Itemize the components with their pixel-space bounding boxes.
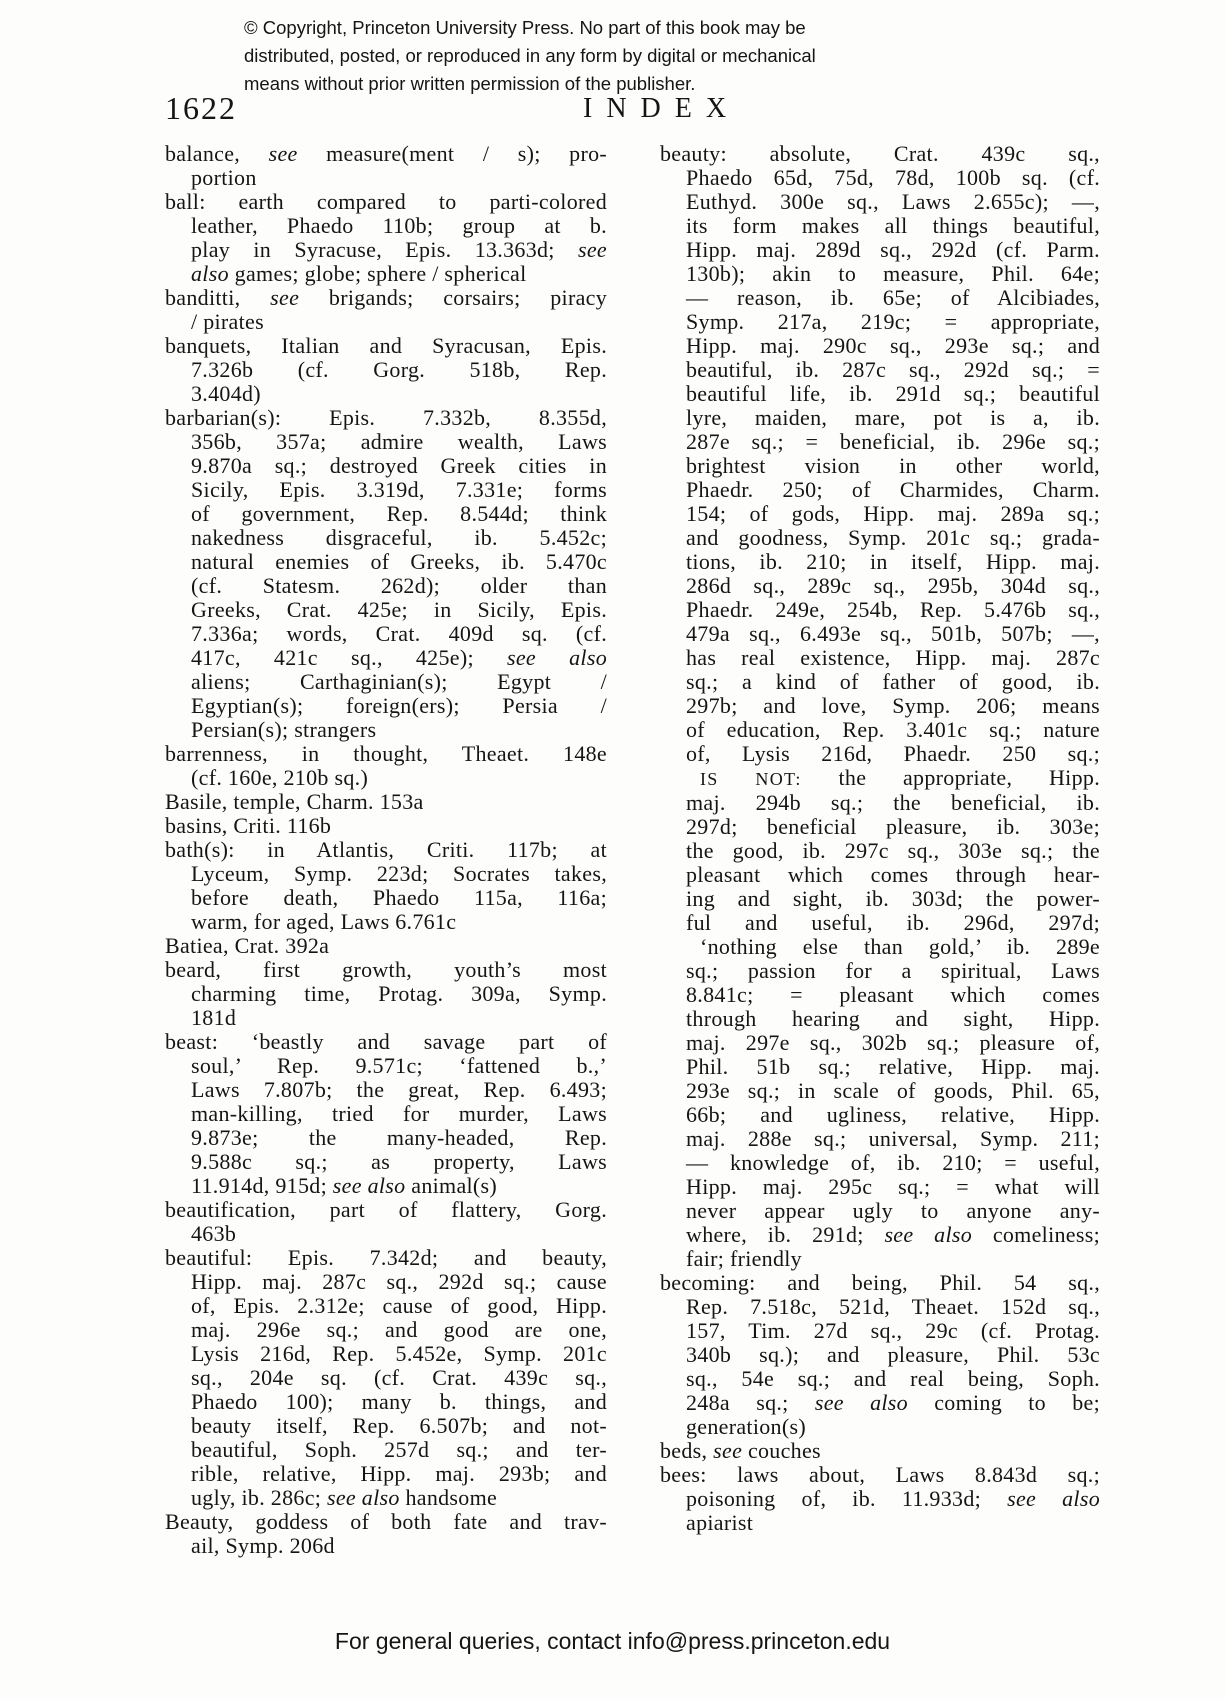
index-entry [165, 814, 607, 838]
index-line: never appear ugly to anyone any- [686, 1198, 1100, 1223]
index-line: Hipp. maj. 295c sq.; = what will [686, 1174, 1100, 1199]
index-line: 287e sq.; = beneficial, ib. 296e sq.; [686, 429, 1100, 454]
index-entry [165, 286, 607, 334]
index-line: (cf. Statesm. 262d); older than [191, 573, 607, 598]
index-line: 9.870a sq.; destroyed Greek cities in [191, 453, 607, 478]
index-line: ful and useful, ib. 296d, 297d; [686, 910, 1100, 935]
index-line: 356b, 357a; admire wealth, Laws [191, 429, 607, 454]
index-line: sq., 204e sq. (cf. Crat. 439c sq., [191, 1365, 607, 1390]
index-line: 11.914d, 915d; see also animal(s) [191, 1173, 498, 1198]
index-line: apiarist [686, 1510, 754, 1535]
index-line: 297b; and love, Symp. 206; means [686, 693, 1100, 718]
index-line: Phaedo 100); many b. things, and [191, 1389, 607, 1414]
index-line: beast: ‘beastly and savage part of [165, 1029, 607, 1054]
index-line: nakedness disgraceful, ib. 5.452c; [191, 525, 607, 550]
copyright-line: means without prior written permission of the publisher. [244, 73, 696, 94]
index-line: of, Lysis 216d, Phaedr. 250 sq.; [686, 741, 1100, 766]
index-line: beauty: absolute, Crat. 439c sq., [660, 141, 1100, 166]
index-line: barrenness, in thought, Theaet. 148e [165, 741, 607, 766]
index-line: 8.841c; = pleasant which comes [686, 982, 1100, 1007]
index-entry [165, 1030, 607, 1198]
index-line: maj. 296e sq.; and good are one, [191, 1317, 607, 1342]
index-entry [165, 958, 607, 1030]
index-line: play in Syracuse, Epis. 13.363d; see [191, 237, 607, 262]
index-line: of education, Rep. 3.401c sq.; nature [686, 717, 1100, 742]
index-line: and goodness, Symp. 201c sq.; grada- [686, 525, 1100, 550]
index-line: the good, ib. 297c sq., 303e sq.; the [686, 838, 1100, 863]
index-line: maj. 297e sq., 302b sq.; pleasure of, [686, 1030, 1100, 1055]
index-line: 286d sq., 289c sq., 295b, 304d sq., [686, 573, 1100, 598]
index-line: man-killing, tried for murder, Laws [191, 1101, 607, 1126]
index-line: Phaedr. 250; of Charmides, Charm. [686, 477, 1100, 502]
index-line: ball: earth compared to parti-colored [165, 189, 607, 214]
footer-contact: For general queries, contact info@press.princeton.edu [334, 1628, 891, 1654]
index-line: 7.326b (cf. Gorg. 518b, Rep. [191, 357, 607, 382]
index-line: of, Epis. 2.312e; cause of good, Hipp. [191, 1293, 607, 1318]
index-line: Hipp. maj. 290c sq., 293e sq.; and [686, 333, 1100, 358]
index-line: Rep. 7.518c, 521d, Theaet. 152d sq., [686, 1294, 1100, 1319]
index-line: / pirates [191, 309, 264, 334]
index-line: Egyptian(s); foreign(ers); Persia / [191, 693, 607, 718]
page-number: 1622 [165, 90, 237, 126]
index-line: 3.404d) [191, 381, 261, 406]
index-column-left [165, 142, 607, 1558]
index-entry [660, 1439, 1100, 1463]
index-line: Hipp. maj. 287c sq., 292d sq.; cause [191, 1269, 607, 1294]
index-line: 248a sq.; see also coming to be; [686, 1390, 1100, 1415]
index-line: ‘nothing else than gold,’ ib. 289e [700, 934, 1100, 959]
index-line: 154; of gods, Hipp. maj. 289a sq.; [686, 501, 1100, 526]
index-line: also games; globe; sphere / spherical [191, 261, 527, 286]
index-line: Lyceum, Symp. 223d; Socrates takes, [191, 861, 607, 886]
index-line: Batiea, Crat. 392a [165, 933, 330, 958]
index-line: Basile, temple, Charm. 153a [165, 789, 424, 814]
index-line: 340b sq.); and pleasure, Phil. 53c [686, 1342, 1100, 1367]
index-line: 463b [191, 1221, 237, 1246]
index-line: Laws 7.807b; the great, Rep. 6.493; [191, 1077, 607, 1102]
index-line: tions, ib. 210; in itself, Hipp. maj. [686, 549, 1100, 574]
index-line: — reason, ib. 65e; of Alcibiades, [686, 285, 1100, 310]
index-line: beard, first growth, youth’s most [165, 957, 607, 982]
index-line: 157, Tim. 27d sq., 29c (cf. Protag. [686, 1318, 1100, 1343]
index-line: lyre, maiden, mare, pot is a, ib. [686, 405, 1100, 430]
index-line: charming time, Protag. 309a, Symp. [191, 981, 607, 1006]
index-line: Persian(s); strangers [191, 717, 377, 742]
index-line: rible, relative, Hipp. maj. 293b; and [191, 1461, 607, 1486]
index-entry [165, 790, 607, 814]
index-line: 9.588c sq.; as property, Laws [191, 1149, 607, 1174]
index-line: beds, see couches [660, 1438, 821, 1463]
index-line: Symp. 217a, 219c; = appropriate, [686, 309, 1100, 334]
index-line: portion [191, 165, 257, 190]
index-line: sq., 54e sq.; and real being, Soph. [686, 1366, 1100, 1391]
index-line: pleasant which comes through hear- [686, 862, 1100, 887]
index-line: banditti, see brigands; corsairs; piracy [165, 285, 607, 310]
index-line: brightest vision in other world, [686, 453, 1100, 478]
copyright-line: distributed, posted, or reproduced in any form by digital or mechanical [244, 45, 816, 66]
index-line: its form makes all things beautiful, [686, 213, 1100, 238]
index-line: Phil. 51b sq.; relative, Hipp. maj. [686, 1054, 1100, 1079]
index-line: beautiful: Epis. 7.342d; and beauty, [165, 1245, 607, 1270]
index-line: IS NOT: the appropriate, Hipp. [700, 765, 1100, 790]
index-line: Hipp. maj. 289d sq., 292d (cf. Parm. [686, 237, 1100, 262]
index-line: (cf. 160e, 210b sq.) [191, 765, 369, 790]
index-line: becoming: and being, Phil. 54 sq., [660, 1270, 1100, 1295]
index-line: bees: laws about, Laws 8.843d sq.; [660, 1462, 1100, 1487]
index-line: beautiful life, ib. 291d sq.; beautiful [686, 381, 1100, 406]
index-entry [165, 1510, 607, 1558]
index-line: soul,’ Rep. 9.571c; ‘fattened b.,’ [191, 1053, 607, 1078]
index-line: 293e sq.; in scale of goods, Phil. 65, [686, 1078, 1100, 1103]
index-entry [165, 406, 607, 742]
index-line: 297d; beneficial pleasure, ib. 303e; [686, 814, 1100, 839]
index-entry [165, 1198, 607, 1246]
page-header [165, 90, 1100, 126]
index-line: Phaedo 65d, 75d, 78d, 100b sq. (cf. [686, 165, 1100, 190]
index-line: 66b; and ugliness, relative, Hipp. [686, 1102, 1100, 1127]
index-line: warm, for aged, Laws 6.761c [191, 909, 457, 934]
index-line: Sicily, Epis. 3.319d, 7.331e; forms [191, 477, 607, 502]
index-line: ing and sight, ib. 303d; the power- [686, 886, 1100, 911]
index-line: Euthyd. 300e sq., Laws 2.655c); —, [686, 189, 1100, 214]
index-line: generation(s) [686, 1414, 806, 1439]
index-line: balance, see measure(ment / s); pro- [165, 141, 608, 166]
index-line: Greeks, Crat. 425e; in Sicily, Epis. [191, 597, 607, 622]
index-entry [165, 142, 607, 190]
index-line: natural enemies of Greeks, ib. 5.470c [191, 549, 607, 574]
index-entry [165, 934, 607, 958]
index-line: 9.873e; the many-headed, Rep. [191, 1125, 607, 1150]
index-line: maj. 294b sq.; the beneficial, ib. [686, 790, 1100, 815]
index-line: basins, Criti. 116b [165, 813, 332, 838]
index-line: of government, Rep. 8.544d; think [191, 501, 607, 526]
index-line: 479a sq., 6.493e sq., 501b, 507b; —, [686, 621, 1100, 646]
index-line: — knowledge of, ib. 210; = useful, [686, 1150, 1100, 1175]
index-line: aliens; Carthaginian(s); Egypt / [191, 669, 607, 694]
index-line: where, ib. 291d; see also comeliness; [686, 1222, 1100, 1247]
index-line: before death, Phaedo 115a, 116a; [191, 885, 607, 910]
index-line: beauty itself, Rep. 6.507b; and not- [191, 1413, 607, 1438]
index-line: leather, Phaedo 110b; group at b. [191, 213, 607, 238]
index-column-right [660, 142, 1100, 1535]
index-line: Phaedr. 249e, 254b, Rep. 5.476b sq., [686, 597, 1100, 622]
index-entry [660, 1463, 1100, 1535]
index-line: through hearing and sight, Hipp. [686, 1006, 1100, 1031]
index-line: 417c, 421c sq., 425e); see also [191, 645, 607, 670]
index-line: ugly, ib. 286c; see also handsome [191, 1485, 498, 1510]
index-line: bath(s): in Atlantis, Criti. 117b; at [165, 837, 607, 862]
index-entry [165, 190, 607, 286]
index-line: 130b); akin to measure, Phil. 64e; [686, 261, 1100, 286]
copyright-notice [244, 14, 816, 98]
index-entry [660, 1271, 1100, 1439]
index-line: 181d [191, 1005, 237, 1030]
index-line: 7.336a; words, Crat. 409d sq. (cf. [191, 621, 607, 646]
index-line: beautiful, ib. 287c sq., 292d sq.; = [686, 357, 1100, 382]
index-line: barbarian(s): Epis. 7.332b, 8.355d, [165, 405, 607, 430]
index-line: maj. 288e sq.; universal, Symp. 211; [686, 1126, 1100, 1151]
index-line: ail, Symp. 206d [191, 1533, 335, 1558]
index-line: poisoning of, ib. 11.933d; see also [686, 1486, 1100, 1511]
index-entry [165, 334, 607, 406]
index-line: sq.; a kind of father of good, ib. [686, 669, 1100, 694]
index-entry [165, 1246, 607, 1510]
index-entry [165, 838, 607, 934]
index-line: beautiful, Soph. 257d sq.; and ter- [191, 1437, 607, 1462]
index-line: banquets, Italian and Syracusan, Epis. [165, 333, 607, 358]
index-line: beautification, part of flattery, Gorg. [165, 1197, 607, 1222]
index-line: fair; friendly [686, 1246, 802, 1271]
index-line: Lysis 216d, Rep. 5.452e, Symp. 201c [191, 1341, 607, 1366]
index-entry [165, 742, 607, 790]
page-title: INDEX [583, 93, 741, 124]
copyright-line: © Copyright, Princeton University Press. No part of this book may be [244, 17, 806, 38]
index-entry [660, 142, 1100, 1271]
index-line: sq.; passion for a spiritual, Laws [686, 958, 1100, 983]
index-line: has real existence, Hipp. maj. 287c [686, 645, 1100, 670]
index-line: Beauty, goddess of both fate and trav- [165, 1509, 607, 1534]
